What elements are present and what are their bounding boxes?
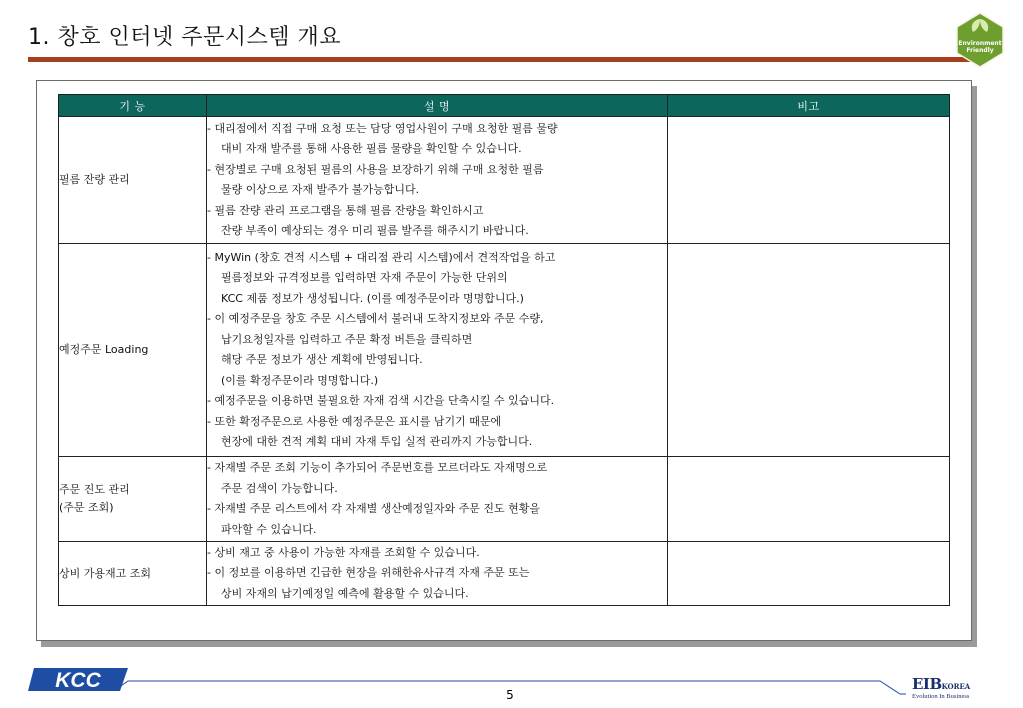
table-row	[59, 542, 950, 606]
description-line: - MyWin (창호 견적 시스템 + 대리점 관리 시스템)에서 견적작업을 하고	[207, 250, 556, 264]
description-line: 주문 검색이 가능합니다.	[221, 481, 338, 495]
header-description: 설 명	[207, 95, 668, 117]
eib-korea-logo	[912, 674, 984, 700]
eib-logo-tagline: Evolution In Business	[912, 693, 970, 700]
environment-friendly-logo	[951, 10, 1009, 70]
description-line: 대비 자재 발주를 통해 사용한 필름 물량을 확인할 수 있습니다.	[221, 142, 522, 155]
description-line: - 상비 재고 중 사용이 가능한 자재를 조회할 수 있습니다.	[207, 545, 480, 559]
description-line: - 이 예정주문을 창호 주문 시스템에서 불러내 도착지정보와 주문 수량,	[207, 312, 544, 325]
description-line: 해당 주문 정보가 생산 계획에 반영됩니다.	[221, 353, 423, 366]
eib-logo-sub: KOREA	[941, 682, 971, 691]
note-cell	[668, 244, 950, 457]
function-cell	[59, 542, 207, 606]
eib-logo-main: EIB	[912, 675, 942, 693]
description-line: - 이 정보를 이용하면 긴급한 현장을 위해한유사규격 자재 주문 또는	[207, 566, 530, 580]
feature-table	[58, 94, 950, 606]
description-cell	[207, 457, 668, 542]
function-label: 예정주문 Loading	[59, 343, 149, 356]
description-line: 상비 자재의 납기예정일 예측에 활용할 수 있습니다.	[221, 586, 469, 600]
description-line: 납기요청일자를 입력하고 주문 확정 버튼을 클릭하면	[221, 332, 473, 346]
description-line: 파악할 수 있습니다.	[221, 522, 317, 536]
description-line: KCC 제품 정보가 생성됩니다. (이를 예정주문이라 명명합니다.)	[221, 291, 524, 305]
description-line: - 현장별로 구매 요청된 필름의 사용을 보장하기 위해 구매 요청한 필름	[207, 162, 544, 176]
header-note: 비고	[668, 95, 950, 117]
environment-logo-line1: Environment	[958, 40, 1002, 47]
environment-logo-line2: Friendly	[966, 47, 994, 54]
page-title: 1. 창호 인터넷 주문시스템 개요	[28, 25, 341, 50]
function-label: 상비 가용재고 조회	[59, 566, 152, 580]
function-cell	[59, 244, 207, 457]
kcc-logo-text: KCC	[55, 669, 101, 692]
function-sublabel: (주문 조회)	[59, 501, 114, 514]
description-line: 현장에 대한 견적 계획 대비 자재 투입 실적 관리까지 가능합니다.	[221, 435, 533, 448]
description-line: - 필름 잔량 관리 프로그램을 통해 필름 잔량을 확인하시고	[207, 203, 484, 217]
table-row	[59, 457, 950, 542]
description-line: 잔량 부족이 예상되는 경우 미리 필름 발주를 해주시기 바랍니다.	[221, 224, 529, 237]
description-cell	[207, 542, 668, 606]
description-line: (이를 확정주문이라 명명합니다.)	[221, 373, 379, 387]
description-line: - 대리점에서 직접 구매 요청 또는 담당 영업사원이 구매 요청한 필름 물량	[207, 121, 558, 135]
note-cell	[668, 457, 950, 542]
description-line: - 또한 확정주문으로 사용한 예정주문은 표시를 남기기 때문에	[207, 414, 502, 428]
table-row	[59, 117, 950, 244]
function-cell	[59, 117, 207, 244]
description-cell	[207, 117, 668, 244]
function-label: 주문 진도 관리	[59, 483, 130, 496]
page-number: 5	[506, 688, 514, 702]
title-divider	[28, 57, 973, 62]
description-cell	[207, 244, 668, 457]
kcc-logo	[28, 664, 143, 694]
description-line: 필름정보와 규격정보를 입력하면 자재 주문이 가능한 단위의	[221, 271, 508, 284]
description-line: - 자재별 주문 리스트에서 각 자재별 생산예정일자와 주문 진도 현황을	[207, 502, 540, 515]
table-row	[59, 244, 950, 457]
function-cell	[59, 457, 207, 542]
description-line: 물량 이상으로 자재 발주가 불가능합니다.	[221, 183, 420, 196]
description-line: - 예정주문을 이용하면 불필요한 자재 검색 시간을 단축시킬 수 있습니다.	[207, 394, 555, 407]
note-cell	[668, 117, 950, 244]
function-label: 필름 잔량 관리	[59, 173, 130, 186]
table-header-row	[59, 95, 950, 117]
note-cell	[668, 542, 950, 606]
description-line: - 자재별 주문 조회 기능이 추가되어 주문번호를 모르더라도 자재명으로	[207, 461, 548, 474]
header-function: 기 능	[59, 95, 207, 117]
